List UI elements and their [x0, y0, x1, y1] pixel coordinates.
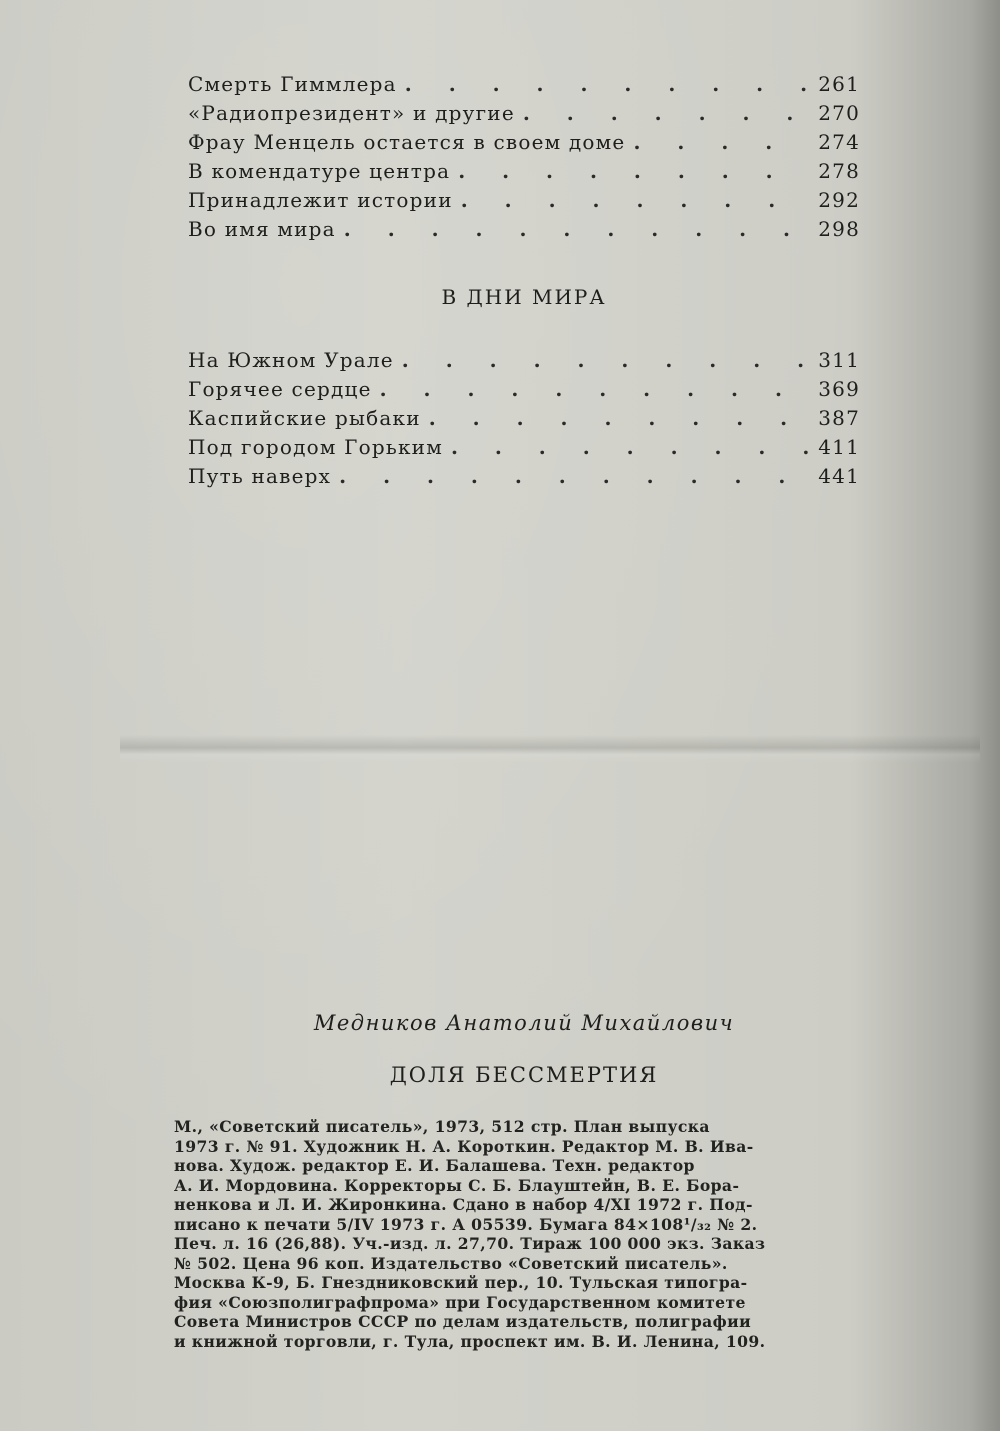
imprint-line: писано к печати 5/IV 1973 г. А 05539. Бумага 84×108¹/₃₂ № 2.: [174, 1214, 758, 1234]
imprint-line: Москва К-9, Б. Гнездниковский пер., 10. Тульская типогра-: [174, 1273, 748, 1292]
book-title: ДОЛЯ БЕССМЕРТИЯ: [389, 1063, 659, 1087]
toc-entry-title: Каспийские рыбаки: [188, 406, 421, 430]
toc-entry-title: Смерть Гиммлера: [188, 72, 397, 96]
toc-entry-page: 387: [818, 406, 860, 430]
imprint-line: А. И. Мордовина. Корректоры С. Б. Блауштейн, В. Е. Бора-: [174, 1175, 740, 1195]
toc-entry: [188, 433, 860, 462]
toc-entry: [188, 99, 860, 128]
dot-leader: [344, 215, 810, 244]
dot-leader: [380, 375, 810, 404]
dot-leader: [633, 128, 810, 157]
toc-entry-page: 311: [818, 348, 860, 372]
toc-entry-page: 369: [818, 377, 860, 401]
section-heading: В ДНИ МИРА: [441, 285, 607, 309]
toc-entry: [188, 70, 860, 99]
imprint-line: М., «Советский писатель», 1973, 512 стр. План выпуска: [174, 1117, 710, 1136]
toc-entry-page: 274: [818, 130, 860, 154]
dot-leader: [429, 404, 810, 433]
dot-leader: [523, 99, 810, 128]
toc-entry: [188, 186, 860, 215]
imprint-line: Печ. л. 16 (26,88). Уч.-изд. л. 27,70. Тираж 100 000 экз. Заказ: [174, 1234, 766, 1253]
toc-entry: [188, 215, 860, 244]
dot-leader: [405, 70, 810, 99]
toc-entry: [188, 157, 860, 186]
table-of-contents-part-1: [188, 70, 860, 244]
toc-entry-title: Под городом Горьким: [188, 435, 443, 459]
toc-entry-title: В комендатуре центра: [188, 159, 451, 183]
imprint-line: ненкова и Л. И. Жиронкина. Сдано в набор 4/XI 1972 г. Под-: [174, 1195, 753, 1214]
toc-entry-page: 278: [818, 159, 860, 183]
toc-entry-title: Горячее сердце: [188, 377, 372, 401]
page-fold-crease: [120, 735, 980, 763]
toc-entry-page: 411: [818, 435, 860, 459]
toc-entry: [188, 462, 860, 491]
toc-entry-page: 298: [818, 217, 860, 241]
dot-leader: [461, 186, 810, 215]
table-of-contents-part-2: [188, 346, 860, 491]
dot-leader: [451, 433, 810, 462]
toc-entry-title: Во имя мира: [188, 217, 336, 241]
toc-entry: [188, 404, 860, 433]
imprint-line: нова. Худож. редактор Е. И. Балашева. Техн. редактор: [174, 1156, 695, 1175]
toc-entry-title: На Южном Урале: [188, 348, 394, 372]
toc-entry-page: 441: [818, 464, 860, 488]
dot-leader: [402, 346, 810, 375]
dot-leader: [339, 462, 810, 491]
author-name: Медников Анатолий Михайлович: [313, 1011, 735, 1035]
toc-entry-title: «Радиопрезидент» и другие: [188, 101, 515, 125]
imprint-line: и книжной торговли, г. Тула, проспект им. В. И. Ленина, 109.: [174, 1331, 766, 1351]
imprint-line: фия «Союзполиграфпрома» при Государственном комитете: [174, 1292, 746, 1312]
toc-entry-page: 261: [818, 72, 860, 96]
toc-entry-title: Путь наверх: [188, 464, 332, 488]
toc-entry-page: 270: [818, 101, 860, 125]
toc-entry-title: Принадлежит истории: [188, 188, 453, 212]
imprint-line: № 502. Цена 96 коп. Издательство «Советский писатель».: [174, 1253, 728, 1273]
imprint-block: [174, 1117, 866, 1351]
toc-entry: [188, 346, 860, 375]
dot-leader: [458, 157, 810, 186]
imprint-line: 1973 г. № 91. Художник Н. А. Короткин. Редактор М. В. Ива-: [174, 1136, 754, 1156]
toc-entry-page: 292: [818, 188, 860, 212]
imprint-line: Совета Министров СССР по делам издательств, полиграфии: [174, 1312, 752, 1331]
toc-entry-title: Фрау Менцель остается в своем доме: [188, 130, 626, 154]
toc-entry: [188, 375, 860, 404]
toc-entry: [188, 128, 860, 157]
